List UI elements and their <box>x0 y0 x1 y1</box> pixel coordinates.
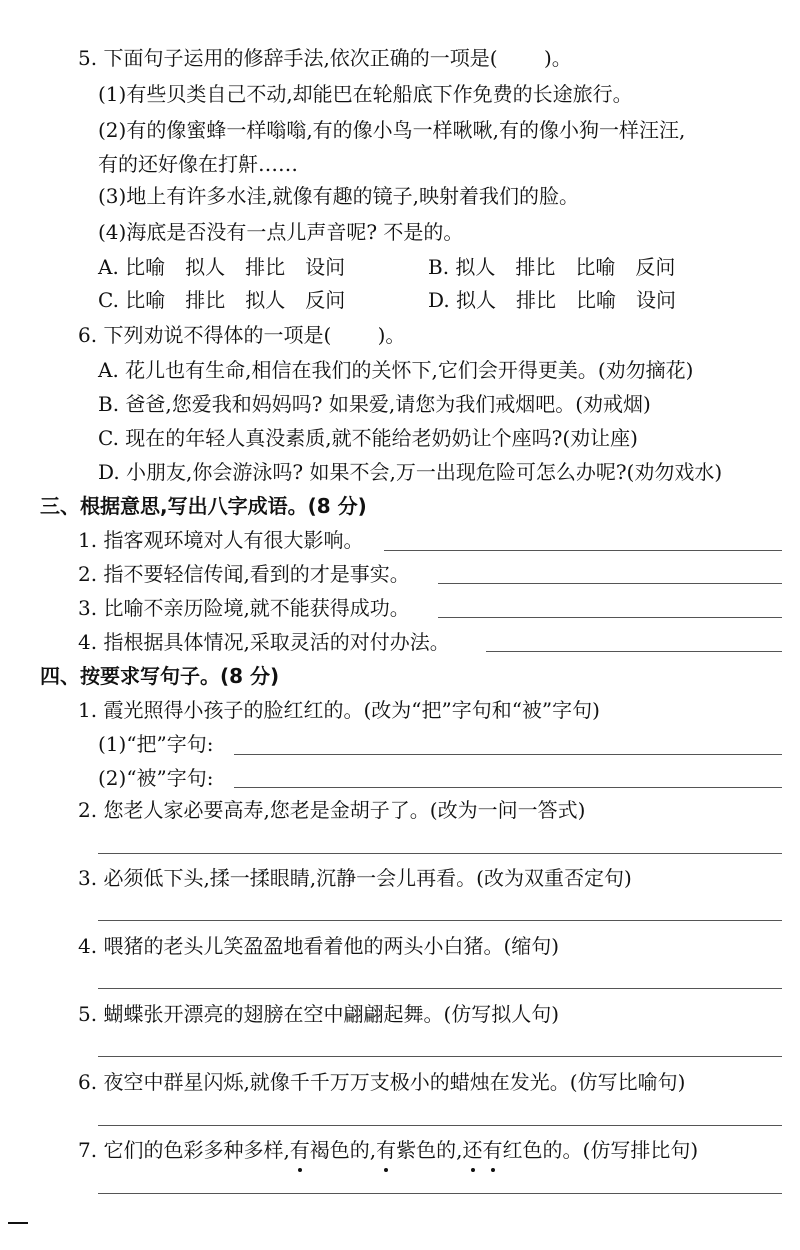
sec3-item-2: 2. 指不要轻信传闻,看到的才是事实。 <box>78 562 410 586</box>
sec4-q5-answer-line[interactable] <box>98 1056 782 1057</box>
q6-option-a[interactable]: A. 花儿也有生命,相信在我们的关怀下,它们会开得更美。(劝勿摘花) <box>98 358 694 382</box>
sec4-q7-prefix: 7. 它们的色彩多种多样, <box>78 1138 290 1162</box>
q5-option-c[interactable]: C. 比喻 排比 拟人 反问 <box>98 288 346 312</box>
q5-sentence-3: (3)地上有许多水洼,就像有趣的镜子,映射着我们的脸。 <box>98 184 580 208</box>
q5-stem: 5. 下面句子运用的修辞手法,依次正确的一项是( )。 <box>78 46 572 70</box>
sec3-item-1: 1. 指客观环境对人有很大影响。 <box>78 528 364 552</box>
sec3-answer-line-1[interactable] <box>384 550 782 551</box>
sec4-q7-answer-line[interactable] <box>98 1193 782 1194</box>
sec4-q5: 5. 蝴蝶张开漂亮的翅膀在空中翩翩起舞。(仿写拟人句) <box>78 1002 560 1026</box>
page-corner-mark <box>8 1222 28 1224</box>
sec4-q7-emphasis-1: 有 <box>290 1136 310 1164</box>
sec4-q7-emphasis-3: 还 <box>463 1136 483 1164</box>
q5-option-b[interactable]: B. 拟人 排比 比喻 反问 <box>428 255 676 279</box>
q6-option-c[interactable]: C. 现在的年轻人真没素质,就不能给老奶奶让个座吗?(劝让座) <box>98 426 638 450</box>
sec4-q1: 1. 霞光照得小孩子的脸红红的。(改为“把”字句和“被”字句) <box>78 698 600 722</box>
sec3-answer-line-4[interactable] <box>486 651 782 652</box>
sec3-answer-line-3[interactable] <box>438 617 782 618</box>
sec4-q7 <box>78 1136 698 1164</box>
q6-stem: 6. 下列劝说不得体的一项是( )。 <box>78 323 406 347</box>
q5-option-a[interactable]: A. 比喻 拟人 排比 设问 <box>98 255 346 279</box>
q5-sentence-2b: 有的还好像在打鼾…… <box>98 152 298 176</box>
sec3-item-4: 4. 指根据具体情况,采取灵活的对付办法。 <box>78 630 450 654</box>
q5-sentence-1: (1)有些贝类自己不动,却能巴在轮船底下作免费的长途旅行。 <box>98 82 633 106</box>
q5-sentence-4: (4)海底是否没有一点儿声音呢? 不是的。 <box>98 220 464 244</box>
q5-option-d[interactable]: D. 拟人 排比 比喻 设问 <box>428 288 677 312</box>
sec4-q7-mid-1: 褐色的, <box>309 1138 377 1162</box>
sec4-q1-bei-label: (2)“被”字句: <box>98 766 214 790</box>
sec4-q4-answer-line[interactable] <box>98 988 782 989</box>
sec3-answer-line-2[interactable] <box>438 583 782 584</box>
q6-option-d[interactable]: D. 小朋友,你会游泳吗? 如果不会,万一出现危险可怎么办呢?(劝勿戏水) <box>98 460 723 484</box>
sec4-q4: 4. 喂猪的老头儿笑盈盈地看着他的两头小白猪。(缩句) <box>78 934 560 958</box>
sec4-q7-emphasis-4: 有 <box>483 1136 503 1164</box>
sec4-q7-suffix: 红色的。(仿写排比句) <box>502 1138 699 1162</box>
sec4-q3-answer-line[interactable] <box>98 920 782 921</box>
sec4-q3: 3. 必须低下头,揉一揉眼睛,沉静一会儿再看。(改为双重否定句) <box>78 866 632 890</box>
section-4-title: 四、按要求写句子。(8 分) <box>40 664 280 688</box>
sec3-item-3: 3. 比喻不亲历险境,就不能获得成功。 <box>78 596 410 620</box>
q6-option-b[interactable]: B. 爸爸,您爱我和妈妈吗? 如果爱,请您为我们戒烟吧。(劝戒烟) <box>98 392 651 416</box>
sec4-q7-mid-2: 紫色的, <box>396 1138 463 1162</box>
sec4-q6: 6. 夜空中群星闪烁,就像千千万万支极小的蜡烛在发光。(仿写比喻句) <box>78 1070 686 1094</box>
sec4-q6-answer-line[interactable] <box>98 1125 782 1126</box>
section-3-title: 三、根据意思,写出八字成语。(8 分) <box>40 494 367 518</box>
q5-sentence-2a: (2)有的像蜜蜂一样嗡嗡,有的像小鸟一样啾啾,有的像小狗一样汪汪, <box>98 118 686 142</box>
sec4-q1-ba-label: (1)“把”字句: <box>98 732 214 756</box>
sec4-q2-answer-line[interactable] <box>98 853 782 854</box>
sec4-q1-ba-answer-line[interactable] <box>234 754 782 755</box>
sec4-q7-emphasis-2: 有 <box>376 1136 396 1164</box>
sec4-q2: 2. 您老人家必要高寿,您老是金胡子了。(改为一问一答式) <box>78 798 586 822</box>
sec4-q1-bei-answer-line[interactable] <box>234 787 782 788</box>
